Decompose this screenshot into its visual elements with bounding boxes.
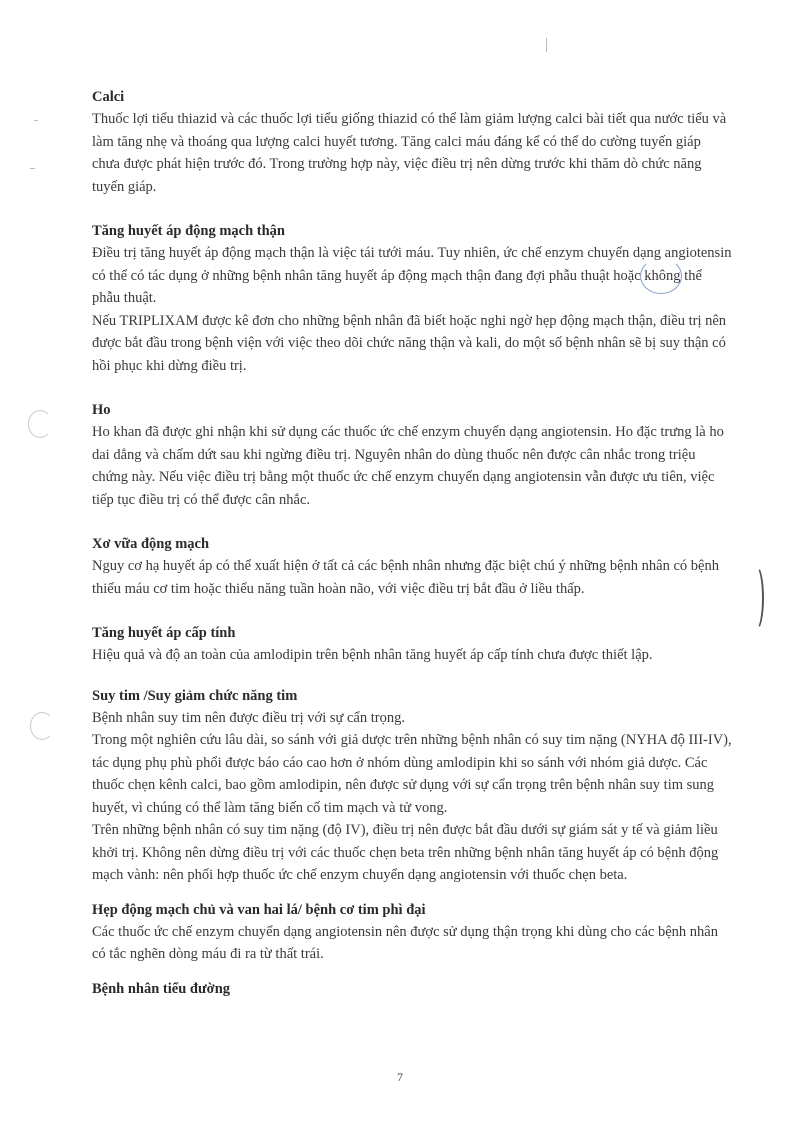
section-heading: Ho xyxy=(92,402,111,418)
section-paragraph: Hiệu quả và độ an toàn của amlodipin trên bệnh nhân tăng huyết áp cấp tính chưa được thiết lập. xyxy=(92,647,653,663)
punch-hole-bottom xyxy=(30,712,54,740)
section-heading: Xơ vữa động mạch xyxy=(92,536,210,552)
section-heading: Tăng huyết áp cấp tính xyxy=(92,625,236,641)
section-paragraph: Trên những bệnh nhân có suy tim nặng (độ IV), điều trị nên được bắt đầu dưới sự giám sát y tế và giảm liều khởi trị. Không nên dừng điều trị với các thuốc chẹn beta trên những bệnh nhân tăng huyết áp có bệnh động mạch vành: nên phối hợp thuốc ức chế enzym chuyển dạng angiotensin với thuốc chẹn beta. xyxy=(92,822,719,883)
section-cough xyxy=(92,399,732,511)
section-paragraph: Trong một nghiên cứu lâu dài, so sánh với giả dược trên những bệnh nhân có suy tim nặng (NYHA độ III-IV), tác dụng phụ phù phổi được báo cáo cao hơn ở nhóm dùng amlodipin khi so sánh với nhóm giả dược. Các thuốc chẹn kênh calci, bao gồm amlodipin, nên được sử dụng với sự cẩn trọng trên bệnh nhân suy tim sung huyết, vì chúng có thể làm tăng biến cố tim mạch và tử vong. xyxy=(92,732,732,816)
section-heading: Tăng huyết áp động mạch thận xyxy=(92,223,285,239)
scan-mark-2 xyxy=(30,168,35,169)
scan-mark-3 xyxy=(546,38,547,52)
page-number: 7 xyxy=(397,1070,403,1084)
section-paragraph: Thuốc lợi tiểu thiazid và các thuốc lợi tiểu giống thiazid có thể làm giảm lượng calci bài tiết qua nước tiểu và làm tăng nhẹ và thoáng qua lượng calci huyết tương. Tăng calci máu đáng kể có thể do cường tuyến giáp chưa được phát hiện trước đó. Trong trường hợp này, việc điều trị nên dừng trước khi thăm dò chức năng tuyến giáp. xyxy=(92,111,727,195)
document-body xyxy=(92,86,732,1000)
section-renal-artery-hypertension xyxy=(92,220,732,377)
section-paragraph: Nguy cơ hạ huyết áp có thể xuất hiện ở tất cả các bệnh nhân nhưng đặc biệt chú ý những bệnh nhân có bệnh thiếu máu cơ tim hoặc thiểu năng tuần hoàn não, với việc điều trị bắt đầu ở liều thấp. xyxy=(92,558,719,597)
punch-hole-top xyxy=(28,410,52,438)
section-paragraph: Các thuốc ức chế enzym chuyển dạng angiotensin nên được sử dụng thận trọng khi dùng cho các bệnh nhân có tắc nghẽn dòng máu đi ra từ thất trái. xyxy=(92,923,718,962)
section-calci xyxy=(92,86,732,198)
section-heading: Suy tim /Suy giảm chức năng tim xyxy=(92,687,298,704)
section-paragraph: Ho khan đã được ghi nhận khi sử dụng các thuốc ức chế enzym chuyển dạng angiotensin. Ho đặc trưng là ho dai dẳng và chấm dứt sau khi ngừng điều trị. Nguyên nhân do dùng thuốc nên được cân nhắc trong triệu chứng này. Nếu việc điều trị bằng một thuốc ức chế enzym chuyển dạng angiotensin vẫn được ưu tiên, việc tiếp tục điều trị có thể được cân nhắc. xyxy=(92,424,724,508)
section-atherosclerosis xyxy=(92,533,732,600)
scan-mark-1 xyxy=(34,120,38,121)
section-paragraph: Bệnh nhân suy tim nên được điều trị với sự cẩn trọng. xyxy=(92,709,405,726)
section-heart-failure xyxy=(92,685,732,887)
section-heading: Calci xyxy=(92,89,125,105)
section-paragraph: Nếu TRIPLIXAM được kê đơn cho những bệnh nhân đã biết hoặc nghi ngờ hẹp động mạch thận, điều trị nên được bắt đầu trong bệnh viện với việc theo dõi chức năng thận và kali, do một số bệnh nhân sẽ bị suy thận có hồi phục khi dừng điều trị. xyxy=(92,312,727,374)
binding-mark xyxy=(748,565,764,631)
section-acute-hypertension xyxy=(92,622,732,667)
section-paragraph: Điều trị tăng huyết áp động mạch thận là việc tái tưới máu. Tuy nhiên, ức chế enzym chuyển dạng angiotensin có thể có tác dụng ở những bệnh nhân tăng huyết áp động mạch thận đang đợi phẫu thuật hoặc không thể phẫu thuật. xyxy=(92,245,732,306)
section-heading: Bệnh nhân tiểu đường xyxy=(92,980,231,997)
section-heading: Hẹp động mạch chủ và van hai lá/ bệnh cơ tim phì đại xyxy=(92,901,426,918)
section-aortic-mitral-stenosis xyxy=(92,899,732,966)
section-diabetic-patients xyxy=(92,978,732,1000)
